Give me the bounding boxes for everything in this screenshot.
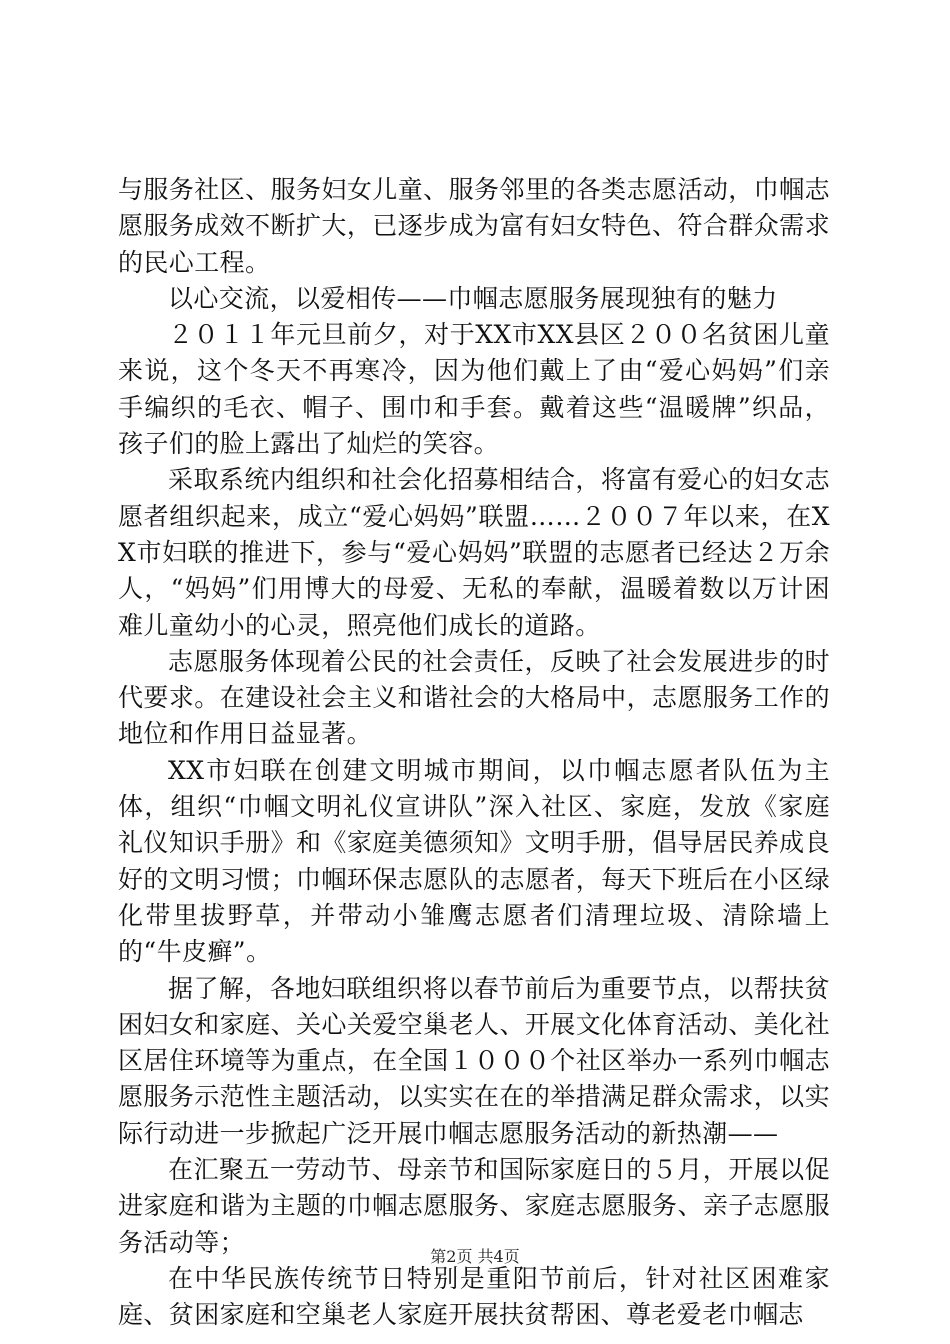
paragraph: XX市妇联在创建文明城市期间，以巾帼志愿者队伍为主体，组织“巾帼文明礼仪宣讲队”深入社区、家庭，发放《家庭礼仪知识手册》和《家庭美德须知》文明手册，倡导居民养成良好的文明习惯；巾帼环保志愿队的志愿者，每天下班后在小区绿化带里拔野草，并带动小雏鹰志愿者们清理垃圾、清除墙上的“牛皮癣”。 — [118, 755, 830, 967]
paragraph: ２０１１年元旦前夕，对于XX市XX县区２００名贫困儿童来说，这个冬天不再寒冷，因为他们戴上了由“爱心妈妈”们亲手编织的毛衣、帽子、围巾和手套。戴着这些“温暖牌”织品，孩子们的脸上露出了灿烂的笑容。 — [118, 320, 830, 459]
paragraph: 据了解，各地妇联组织将以春节前后为重要节点，以帮扶贫困妇女和家庭、关心关爱空巢老人、开展文化体育活动、美化社区居住环境等为重点，在全国１０００个社区举办一系列巾帼志愿服务示范性主题活动，以实实在在的举措满足群众需求，以实际行动进一步掀起广泛开展巾帼志愿服务活动的新热潮—— — [118, 973, 830, 1148]
paragraph: 采取系统内组织和社会化招募相结合，将富有爱心的妇女志愿者组织起来，成立“爱心妈妈”联盟……２００７年以来，在XX市妇联的推进下，参与“爱心妈妈”联盟的志愿者已经达２万余人，“妈妈”们用博大的母爱、无私的奉献，温暖着数以万计困难儿童幼小的心灵，照亮他们成长的道路。 — [118, 465, 830, 640]
paragraph-continuation: 与服务社区、服务妇女儿童、服务邻里的各类志愿活动，巾帼志愿服务成效不断扩大，已逐步成为富有妇女特色、符合群众需求的民心工程。 — [118, 175, 830, 277]
section-heading: 以心交流，以爱相传——巾帼志愿服务展现独有的魅力 — [168, 283, 778, 313]
paragraph: 在汇聚五一劳动节、母亲节和国际家庭日的５月，开展以促进家庭和谐为主题的巾帼志愿服务、家庭志愿服务、亲子志愿服务活动等； — [118, 1155, 830, 1257]
document-body — [118, 172, 830, 1334]
paragraph: 在中华民族传统节日特别是重阳节前后，针对社区困难家庭、贫困家庭和空巢老人家庭开展扶贫帮困、尊老爱老巾帼志 — [118, 1263, 830, 1330]
paragraph: 志愿服务体现着公民的社会责任，反映了社会发展进步的时代要求。在建设社会主义和谐社会的大格局中，志愿服务工作的地位和作用日益显著。 — [118, 646, 830, 749]
page-number-footer: 第2页 共4页 — [430, 1247, 520, 1266]
